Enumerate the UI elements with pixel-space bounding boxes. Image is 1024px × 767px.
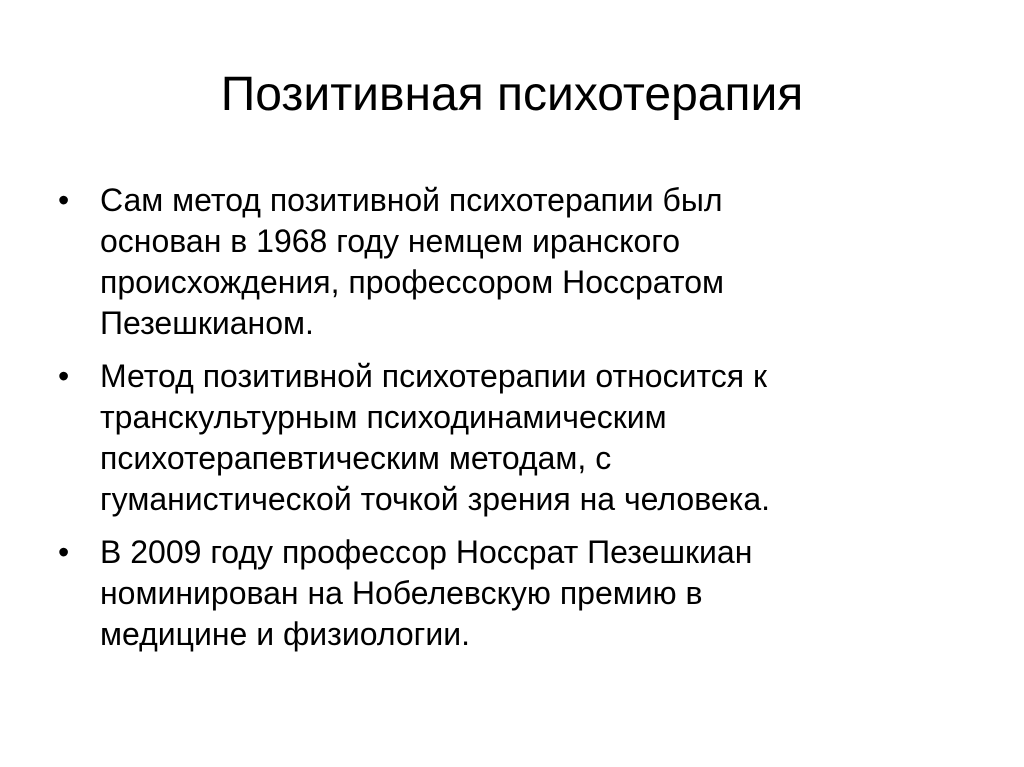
bullet-line: гуманистической точкой зрения на человека. [100, 481, 771, 517]
bullet-dot-icon: • [58, 182, 70, 218]
bullet-line: основан в 1968 году немцем иранского [100, 223, 681, 259]
bullet-line: психотерапевтическим методам, с [100, 440, 612, 476]
bullet-line: В 2009 году профессор Носсрат Пезешкиан [100, 534, 753, 570]
bullet-line: номинирован на Нобелевскую премию в [100, 575, 703, 611]
slide-title: Позитивная психотерапия [220, 68, 804, 121]
bullet-line: Метод позитивной психотерапии относится к [100, 358, 767, 394]
bullet-list [58, 180, 958, 667]
bullet-line: Пезешкианом. [100, 305, 314, 341]
bullet-item [58, 356, 958, 520]
bullet-dot-icon: • [58, 534, 70, 570]
bullet-line: Сам метод позитивной психотерапии был [100, 182, 723, 218]
bullet-line: медицине и физиологии. [100, 616, 470, 652]
bullet-line: происхождения, профессором Носсратом [100, 264, 724, 300]
bullet-item [58, 532, 958, 655]
bullet-line: транскультурным психодинамическим [100, 399, 667, 435]
bullet-dot-icon: • [58, 358, 70, 394]
bullet-item [58, 180, 958, 344]
